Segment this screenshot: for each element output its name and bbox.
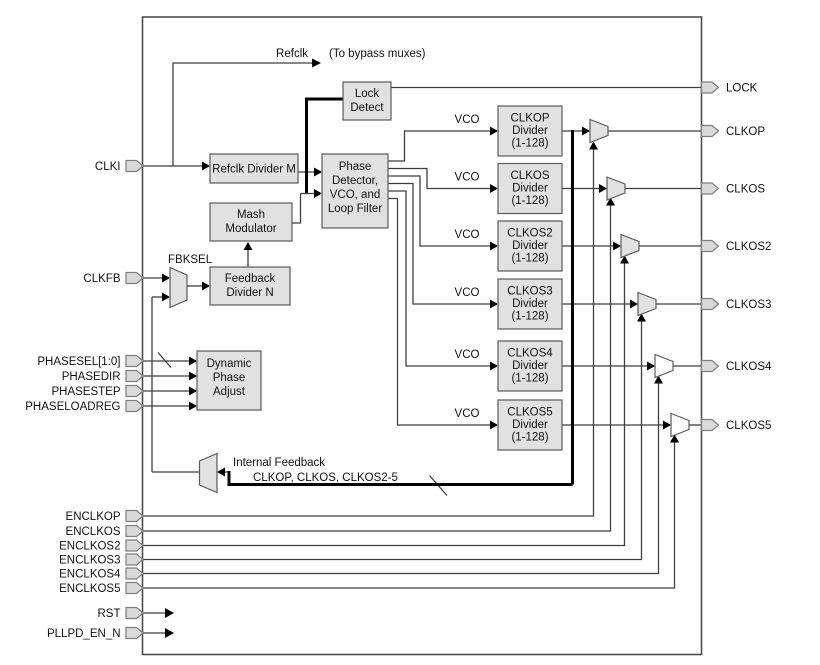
- port-clkfb-label: CLKFB: [83, 273, 121, 285]
- right-ports: [702, 82, 772, 432]
- block-feedback-divider-n: [210, 267, 290, 305]
- arrowhead: [162, 274, 170, 283]
- port-phaseloadreg: [126, 401, 143, 412]
- block-clkos4-divider: [498, 341, 562, 391]
- port-phasedir: [126, 371, 143, 382]
- arrowhead: [490, 242, 498, 251]
- port-clkfb: [126, 273, 143, 284]
- internal-feedback-label-2: CLKOP, CLKOS, CLKOS2-5: [253, 472, 398, 484]
- arrowhead: [189, 357, 197, 366]
- arrowhead: [647, 362, 655, 371]
- port-clkos4: [702, 361, 719, 372]
- fbksel-mux: [170, 268, 187, 308]
- arrowhead: [490, 362, 498, 371]
- fbksel-label: FBKSEL: [168, 254, 213, 266]
- dpa-label-3: Adjust: [213, 386, 245, 398]
- block-lock-detect: [343, 82, 391, 120]
- port-phasesel-label: PHASESEL[1:0]: [37, 356, 121, 368]
- port-clkos-label: CLKOS: [726, 183, 765, 196]
- port-enclkos-label: ENCLKOS: [65, 526, 121, 538]
- wire-enclkos4: [143, 382, 659, 574]
- port-clkos3: [702, 299, 719, 310]
- wire-vco-clkos4: [388, 191, 490, 366]
- block-phase-detector: [322, 154, 388, 228]
- clkos2-output-mux: [621, 235, 639, 258]
- port-enclkos5-label: ENCLKOS5: [59, 583, 121, 595]
- arrowhead: [490, 300, 498, 309]
- arrowhead: [490, 184, 498, 193]
- port-clkop-label: CLKOP: [726, 126, 765, 138]
- port-lock-label: LOCK: [726, 82, 758, 95]
- port-enclkos4: [126, 568, 143, 579]
- clkos4-output-mux: [655, 355, 673, 378]
- port-clkos5-label: CLKOS5: [726, 420, 772, 432]
- port-enclkos3-label: ENCLKOS3: [59, 554, 121, 567]
- refclk-label: Refclk: [276, 48, 308, 60]
- port-pllpd-en-n: [126, 628, 143, 639]
- port-phasestep: [126, 386, 143, 397]
- block-refclk-divider-m: [210, 154, 298, 183]
- clkos5-divider-label-3: (1-128): [511, 431, 549, 444]
- arrowhead: [189, 402, 197, 411]
- bypass-muxes-note: (To bypass muxes): [329, 48, 426, 60]
- block-clkos2-divider: [498, 221, 562, 271]
- port-enclkos2: [126, 540, 143, 551]
- arrowhead: [490, 127, 498, 136]
- clkos5-divider-label-2: Divider: [512, 419, 548, 431]
- port-enclkop-label: ENCLKOP: [65, 511, 121, 523]
- arrowhead-rst: [165, 608, 174, 618]
- block-dynamic-phase-adjust: [197, 351, 261, 410]
- block-clkos3-divider: [498, 279, 562, 329]
- clkos2-divider-label-2: Divider: [512, 240, 548, 252]
- clkos4-divider-label-2: Divider: [512, 360, 548, 372]
- arrowhead: [630, 300, 638, 309]
- dpa-label-1: Dynamic: [206, 358, 252, 370]
- arrowhead: [202, 162, 210, 171]
- port-clkos2: [702, 241, 719, 252]
- arrowhead: [162, 293, 170, 302]
- clkos2-divider-label-1: CLKOS2: [507, 227, 553, 240]
- port-clkos5: [702, 420, 719, 431]
- refclk-divider-label: Refclk Divider M: [212, 163, 296, 176]
- clkos5-output-mux: [671, 414, 689, 437]
- mash-modulator-label-1: Mash: [236, 209, 266, 221]
- port-lock: [702, 82, 719, 93]
- port-clkos: [702, 183, 719, 194]
- block-mash-modulator: [210, 203, 292, 241]
- arrowhead-left: [217, 468, 225, 477]
- feedback-divider-label-1: Feedback: [224, 273, 276, 285]
- port-phasedir-label: PHASEDIR: [61, 371, 121, 383]
- clkop-output-mux: [590, 120, 608, 143]
- arrowhead: [314, 189, 322, 198]
- vco-label-clkos3: VCO: [454, 287, 480, 299]
- clkos4-divider-label-3: (1-128): [511, 372, 549, 385]
- arrowhead: [189, 387, 197, 396]
- port-clkop: [702, 126, 719, 137]
- phase-detector-label-2: Detector,: [331, 175, 379, 187]
- block-clkos5-divider: [498, 400, 562, 450]
- port-enclkos: [126, 526, 143, 537]
- port-clkos3-label: CLKOS3: [726, 299, 772, 311]
- port-enclkos4-label: ENCLKOS4: [59, 568, 121, 581]
- arrowhead: [599, 184, 607, 193]
- clkos5-divider-label-1: CLKOS5: [507, 406, 553, 419]
- block-clkos-divider: [498, 164, 562, 214]
- feedback-divider-label-2: Divider N: [226, 287, 274, 299]
- clkos3-divider-label-2: Divider: [512, 298, 548, 310]
- clkop-divider-label-2: Divider: [512, 125, 548, 137]
- vco-label-clkos5: VCO: [454, 408, 480, 420]
- port-rst: [126, 608, 143, 619]
- clkos-divider-label-3: (1-128): [511, 195, 549, 207]
- wire-refclk-branch: [173, 63, 313, 166]
- internal-feedback-label-1: Internal Feedback: [233, 457, 326, 469]
- wire-mash-out: [292, 194, 301, 224]
- wire-vco-clkos3: [388, 184, 490, 305]
- vco-label-clkos: VCO: [454, 171, 480, 184]
- phase-detector-label-1: Phase: [338, 161, 372, 173]
- arrowhead-up: [244, 242, 253, 250]
- port-phasesel: [126, 356, 143, 367]
- port-clki-label: CLKI: [94, 161, 121, 173]
- clkos2-divider-label-3: (1-128): [511, 252, 549, 265]
- lock-detect-label-1: Lock: [354, 88, 380, 100]
- vco-labels: [455, 114, 480, 420]
- vco-label-clkos4: VCO: [454, 349, 480, 361]
- port-pllpd-en-n-label: PLLPD_EN_N: [46, 628, 121, 640]
- clkop-divider-label-1: CLKOP: [510, 112, 550, 125]
- clkop-divider-label-3: (1-128): [511, 137, 549, 150]
- wire-vco-clkop: [388, 131, 490, 161]
- port-clki: [126, 161, 143, 172]
- left-ports: [25, 161, 143, 641]
- phase-detector-label-3: VCO, and: [329, 189, 381, 201]
- wire-enclkos5: [143, 441, 675, 588]
- wires: [143, 63, 702, 633]
- arrowhead: [189, 372, 197, 381]
- arrowhead-pllpd: [165, 628, 174, 638]
- arrowhead: [314, 168, 322, 177]
- mash-modulator-label-2: Modulator: [225, 223, 277, 235]
- clkos3-divider-label-3: (1-128): [511, 310, 549, 323]
- arrowhead: [202, 282, 210, 291]
- arrowhead: [663, 421, 671, 430]
- vco-label-clkos2: VCO: [454, 229, 480, 241]
- clkos-divider-label-1: CLKOS: [510, 170, 550, 182]
- clkos-divider-label-2: Divider: [512, 182, 548, 195]
- arrowhead: [613, 242, 621, 251]
- lock-detect-label-2: Detect: [350, 102, 384, 114]
- dpa-label-2: Phase: [212, 372, 246, 384]
- clkos-output-mux: [607, 177, 625, 200]
- arrowhead: [490, 421, 498, 430]
- clkos3-divider-label-1: CLKOS3: [507, 285, 553, 298]
- bus-slash-phasesel: [158, 353, 171, 368]
- arrowhead-refclk: [312, 59, 321, 68]
- arrowheads: [162, 59, 679, 639]
- internal-feedback-mux: [200, 454, 218, 493]
- port-clkos2-label: CLKOS2: [726, 241, 772, 253]
- port-clkos4-label: CLKOS4: [726, 361, 772, 373]
- port-phaseloadreg-label: PHASELOADREG: [25, 401, 121, 413]
- block-clkop-divider: [498, 106, 562, 156]
- vco-label-clkop: VCO: [454, 114, 480, 126]
- port-enclkos5: [126, 583, 143, 594]
- arrowhead: [582, 127, 590, 136]
- port-enclkos3: [126, 554, 143, 565]
- port-phasestep-label: PHASESTEP: [51, 386, 121, 398]
- port-rst-label: RST: [97, 608, 121, 620]
- port-enclkos2-label: ENCLKOS2: [59, 540, 121, 553]
- clkos4-divider-label-1: CLKOS4: [507, 347, 553, 360]
- phase-detector-label-4: Loop Filter: [327, 203, 383, 215]
- clkos3-output-mux: [638, 293, 656, 316]
- port-enclkop: [126, 511, 143, 522]
